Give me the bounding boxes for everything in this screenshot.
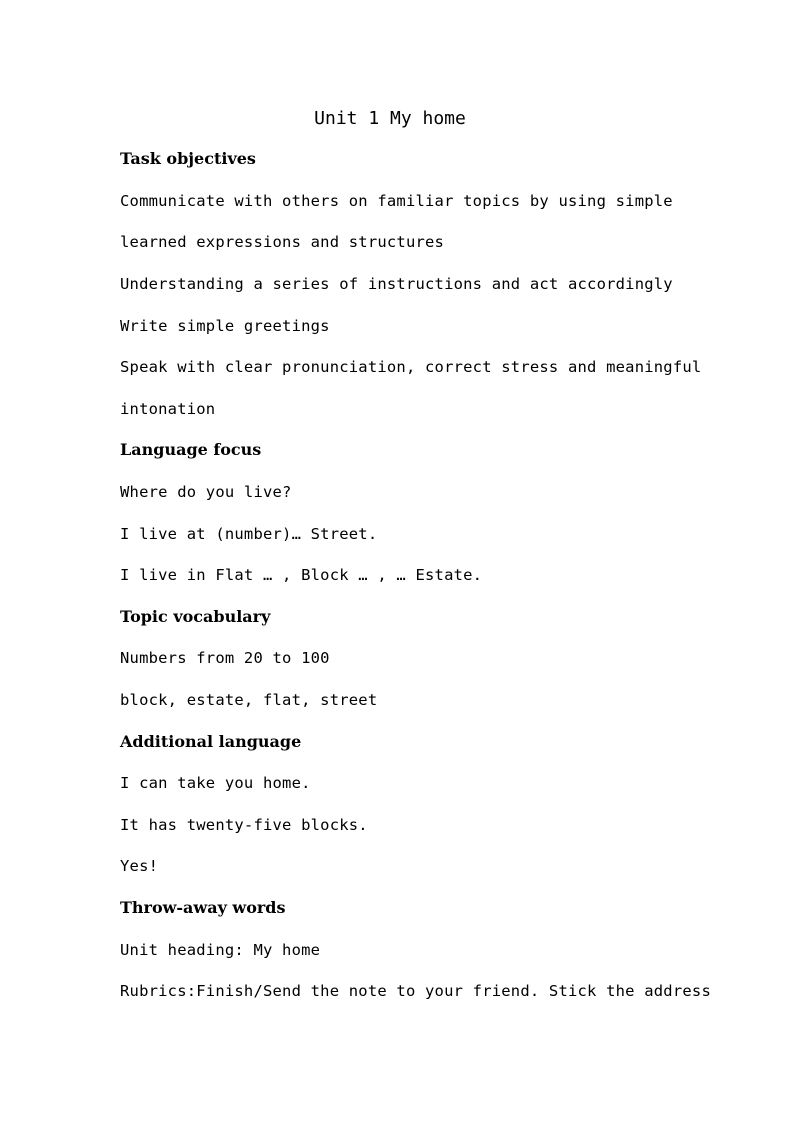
text-line: Understanding a series of instructions and act accordingly <box>120 275 673 293</box>
section-heading-additional-language: Additional language <box>120 732 302 751</box>
text-line: Communicate with others on familiar topics by using simple <box>120 192 673 210</box>
text-line: Speak with clear pronunciation, correct stress and meaningful <box>120 358 702 376</box>
text-line: Unit heading: My home <box>120 941 321 959</box>
text-line: Write simple greetings <box>120 317 330 335</box>
section-heading-task-objectives: Task objectives <box>120 149 256 168</box>
text-line: Numbers from 20 to 100 <box>120 649 330 667</box>
text-line: It has twenty-five blocks. <box>120 816 368 834</box>
text-line: Rubrics:Finish/Send the note to your friend. Stick the address <box>120 982 711 1000</box>
text-line: learned expressions and structures <box>120 233 445 251</box>
text-line: I can take you home. <box>120 774 311 792</box>
section-heading-language-focus: Language focus <box>120 440 262 459</box>
document-title: Unit 1 My home <box>314 108 466 129</box>
text-line: intonation <box>120 400 216 418</box>
text-line: I live at (number)… Street. <box>120 525 378 543</box>
text-line: Yes! <box>120 857 159 875</box>
section-heading-throw-away-words: Throw-away words <box>120 898 286 917</box>
text-line: I live in Flat … , Block … , … Estate. <box>120 566 483 584</box>
section-heading-topic-vocabulary: Topic vocabulary <box>120 607 271 626</box>
text-line: Where do you live? <box>120 483 292 501</box>
text-line: block, estate, flat, street <box>120 691 378 709</box>
